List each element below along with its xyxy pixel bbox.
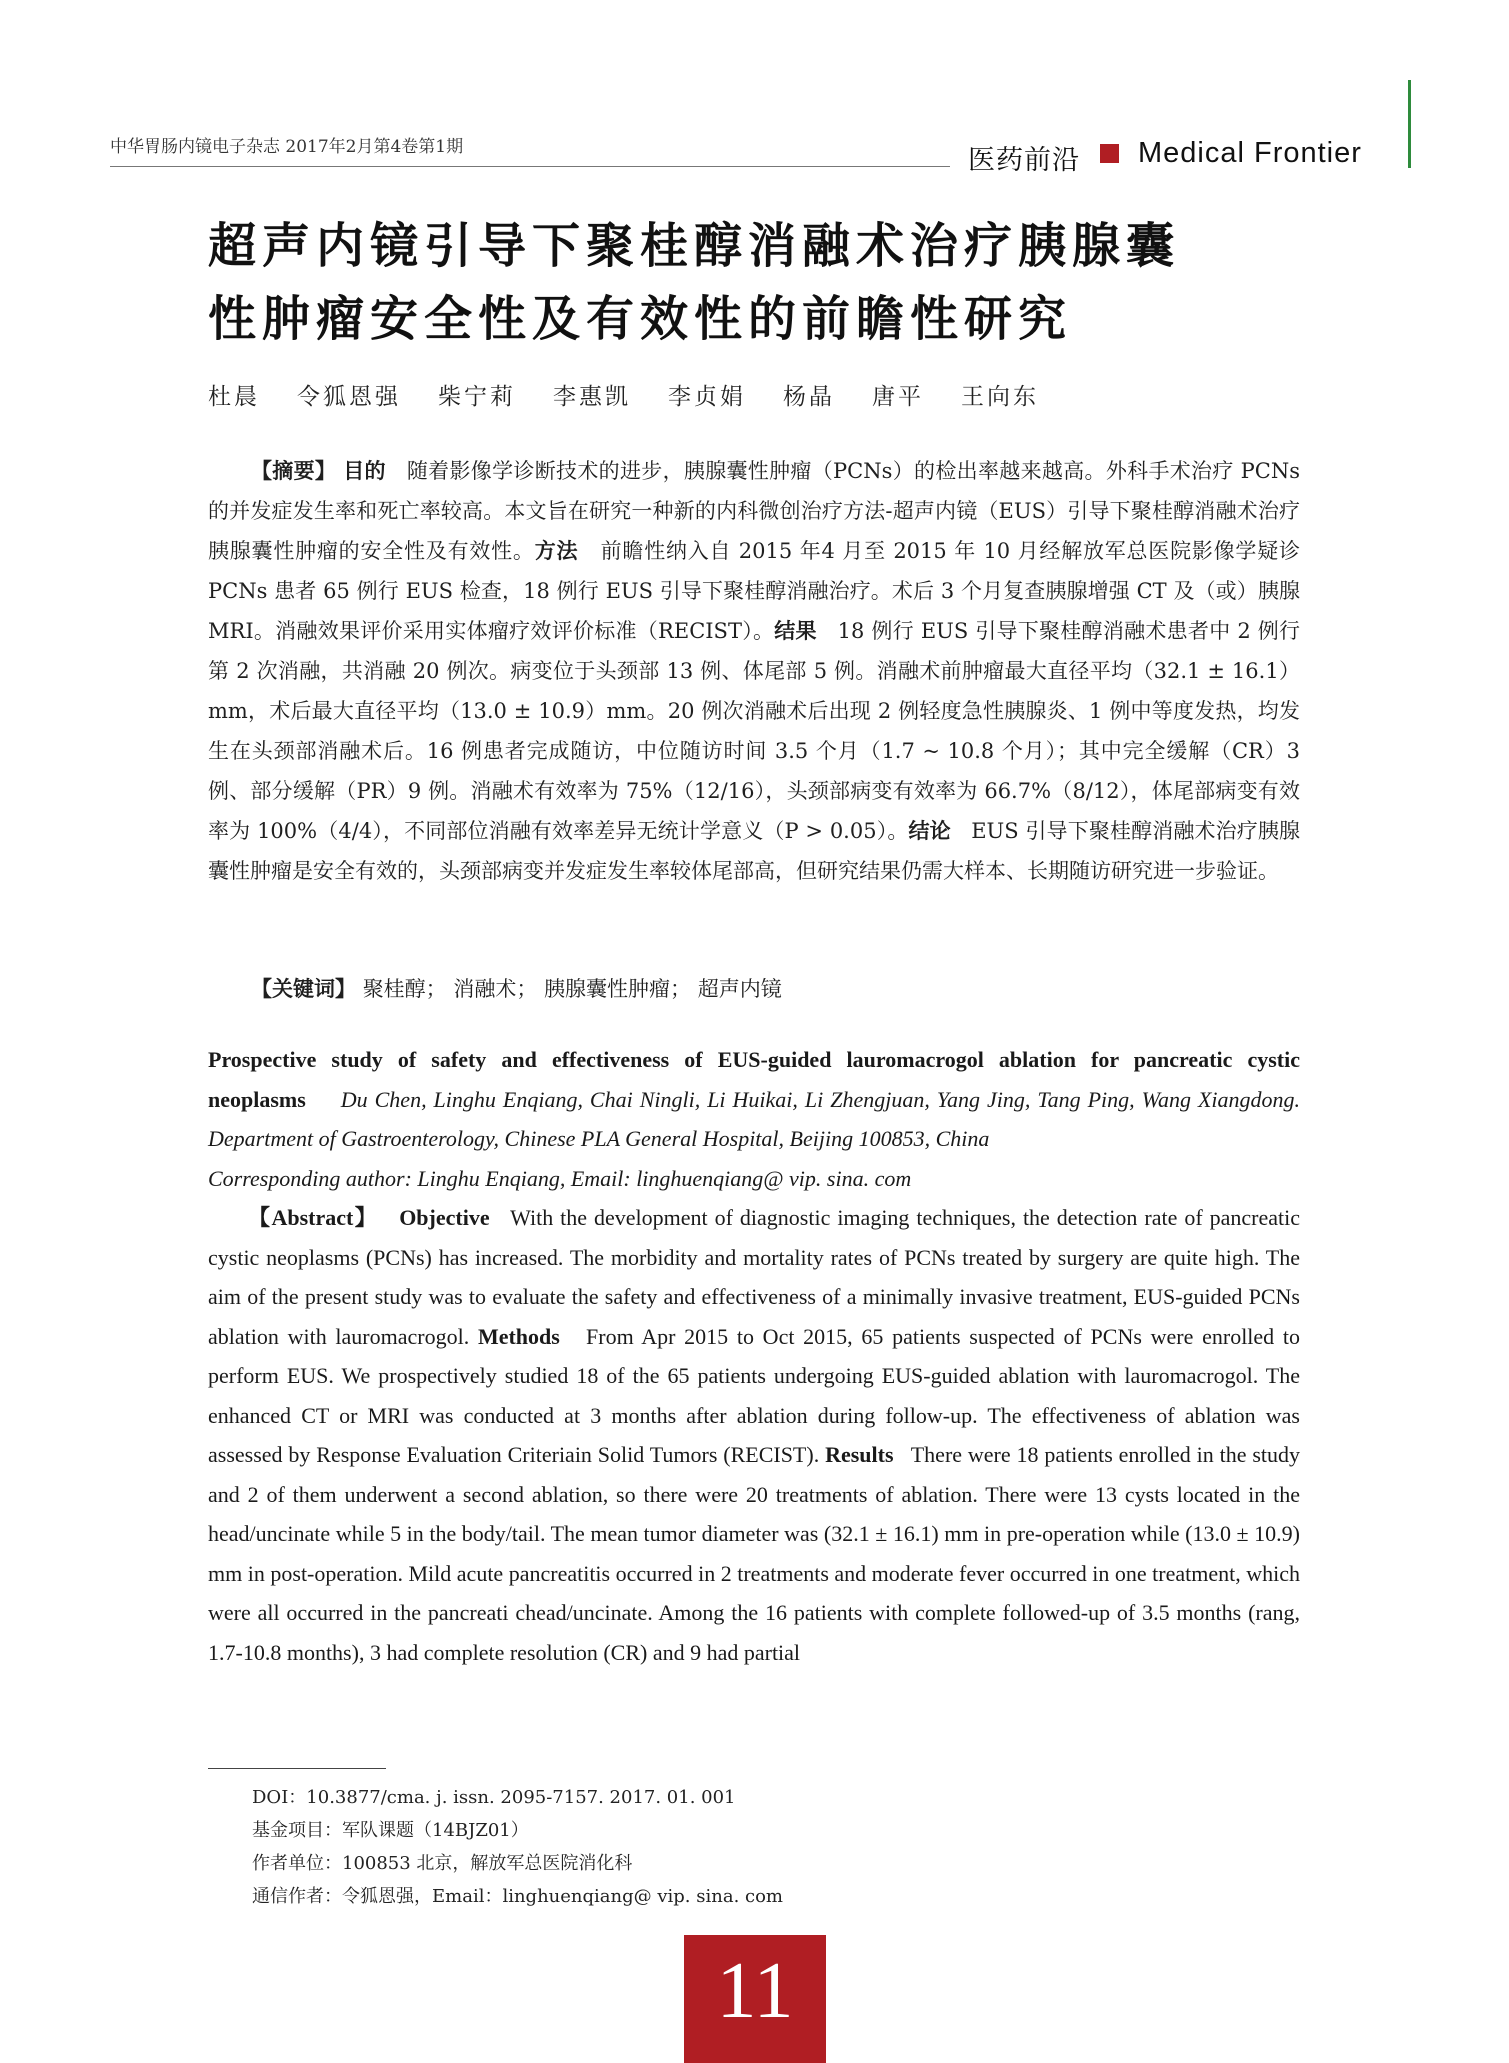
page-number: 11 <box>716 1947 794 2035</box>
header-rule <box>110 166 950 167</box>
author-name: 柴宁莉 <box>438 384 516 410</box>
author-name: 杨晶 <box>783 384 835 410</box>
footnote-affiliation: 作者单位：100853 北京，解放军总医院消化科 <box>252 1853 633 1874</box>
author-name: 李贞娟 <box>668 384 746 410</box>
keywords-cn <box>208 969 1300 1009</box>
footnote-funding: 基金项目：军队课题（14BJZ01） <box>252 1820 529 1841</box>
title-line-2: 性肿瘤安全性及有效性的前瞻性研究 <box>208 291 1073 347</box>
conclusion-text: EUS 引导下聚桂醇消融术治疗胰腺囊性肿瘤是安全有效的，头颈部病变并发症发生率较体尾部高，但研究结果仍需大样本、长期随访研究进一步验证。 <box>208 819 1301 883</box>
author-name: 李惠凯 <box>553 384 631 410</box>
journal-citation: 中华胃肠内镜电子杂志 2017年2月第4卷第1期 <box>110 137 464 157</box>
section-label-cn: 医药前沿 <box>968 145 1080 176</box>
keywords-text: 聚桂醇； 消融术； 胰腺囊性肿瘤； 超声内镜 <box>362 977 782 1001</box>
footnote-corresponding: 通信作者：令狐恩强，Email：linghuenqiang@ vip. sina. com <box>252 1886 783 1907</box>
english-authors: Du Chen, Linghu Enqiang, Chai Ningli, Li Huikai, Li Zhengjuan, Yang Jing, Tang Ping, Wang Xiangdong. Department of Gastroenterology, Chinese PLA General Hospital, Beijing 100853, China <box>208 1086 1300 1151</box>
authors-cn <box>208 378 1076 411</box>
green-margin-rule <box>1408 80 1411 168</box>
objective-text-en: With the development of diagnostic imaging techniques, the detection rate of pancreatic cystic neoplasms (PCNs) has increased. The morbidity and mortality rates of PCNs treated by surgery are quite high. The aim of the present study was to evaluate the safety and effectiveness of a minimally invasive treatment, EUS-guided PCNs ablation with lauromacrogol. <box>208 1205 1300 1349</box>
objective-label-en: Objective <box>399 1205 490 1230</box>
english-abstract-block <box>208 1040 1300 1672</box>
methods-text: 前瞻性纳入自 2015 年4 月至 2015 年 10 月经解放军总医院影像学疑诊 PCNs 患者 65 例行 EUS 检查，18 例行 EUS 引导下聚桂醇消融治疗。术后 3 个月复查胰腺增强 CT 及（或）胰腺 MRI。消融效果评价采用实体瘤疗效评价标准（RECIST）。 <box>208 539 1300 643</box>
abstract-label-en: 【Abstract】 <box>248 1205 379 1230</box>
footnote-doi: DOI：10.3877/cma. j. issn. 2095-7157. 2017. 01. 001 <box>252 1787 736 1808</box>
results-label: 结果 <box>774 619 817 643</box>
conclusion-label: 结论 <box>908 819 951 843</box>
author-name: 令狐恩强 <box>297 384 401 410</box>
methods-label-en: Methods <box>477 1323 560 1349</box>
results-label-en: Results <box>825 1442 894 1467</box>
section-label-en: Medical Frontier <box>1138 137 1362 169</box>
methods-text-en: From Apr 2015 to Oct 2015, 65 patients suspected of PCNs were enrolled to perform EUS. We prospectively studied 18 of the 65 patients undergoing EUS-guided ablation with lauromacrogol. The enhanced CT or MRI was conducted at 3 months after ablation during follow-up. The effectiveness of ablation was assessed by Response Evaluation Criteriain Solid Tumors (RECIST). <box>208 1323 1301 1467</box>
section-square-icon <box>1100 144 1119 163</box>
objective-label: 目的 <box>343 459 386 483</box>
author-name: 杜晨 <box>208 384 260 410</box>
keywords-label: 【关键词】 <box>251 977 356 1001</box>
abstract-label: 【摘要】 <box>251 459 337 483</box>
results-text: 18 例行 EUS 引导下聚桂醇消融术患者中 2 例行第 2 次消融，共消融 20 例次。病变位于头颈部 13 例、体尾部 5 例。消融术前肿瘤最大直径平均（32.1 ± 16.1）mm，术后最大直径平均（13.0 ± 10.9）mm。20 例次消融术后出现 2 例轻度急性胰腺炎、1 例中等度发热，均发生在头颈部消融术后。16 例患者完成随访，中位随访时间 3.5 个月（1.7 ~ 10.8 个月）；其中完全缓解（CR）3 例、部分缓解（PR）9 例。消融术有效率为 75%（12/16），头颈部病变有效率为 66.7%（8/12），体尾部病变有效率为 100%（4/4），不同部位消融有效率差异无统计学意义（P > 0.05）。 <box>208 619 1300 843</box>
english-abstract <box>208 1198 1300 1672</box>
english-heading <box>208 1040 1300 1159</box>
footnote-rule <box>208 1768 386 1769</box>
author-name: 王向东 <box>961 384 1039 410</box>
corresponding-author: Corresponding author: Linghu Enqiang, Email: linghuenqiang@ vip. sina. com <box>208 1165 912 1191</box>
results-text-en: There were 18 patients enrolled in the study and 2 of them underwent a second ablation, so there were 20 treatments of ablation. There were 13 cysts located in the head/uncinate while 5 in the body/tail. The mean tumor diameter was (32.1 ± 16.1) mm in pre-operation while (13.0 ± 10.9) mm in post-operation. Mild acute pancreatitis occurred in 2 treatments and moderate fever occurred in one treatment, which were all occurred in the pancreati chead/uncinate. Among the 16 patients with complete followed-up of 3.5 months (rang, 1.7-10.8 months), 3 had complete resolution (CR) and 9 had partial <box>208 1442 1300 1665</box>
abstract-cn <box>208 451 1300 891</box>
title-line-1: 超声内镜引导下聚桂醇消融术治疗胰腺囊 <box>208 218 1181 274</box>
english-title: Prospective study of safety and effectiveness of EUS-guided lauromacrogol ablation for pancreatic cystic neoplasms <box>208 1047 1300 1112</box>
methods-label: 方法 <box>534 539 579 563</box>
author-name: 唐平 <box>872 384 924 410</box>
objective-text: 随着影像学诊断技术的进步，胰腺囊性肿瘤（PCNs）的检出率越来越高。外科手术治疗 PCNs 的并发症发生率和死亡率较高。本文旨在研究一种新的内科微创治疗方法-超声内镜（EUS）引导下聚桂醇消融术治疗胰腺囊性肿瘤的安全性及有效性。 <box>208 459 1301 563</box>
